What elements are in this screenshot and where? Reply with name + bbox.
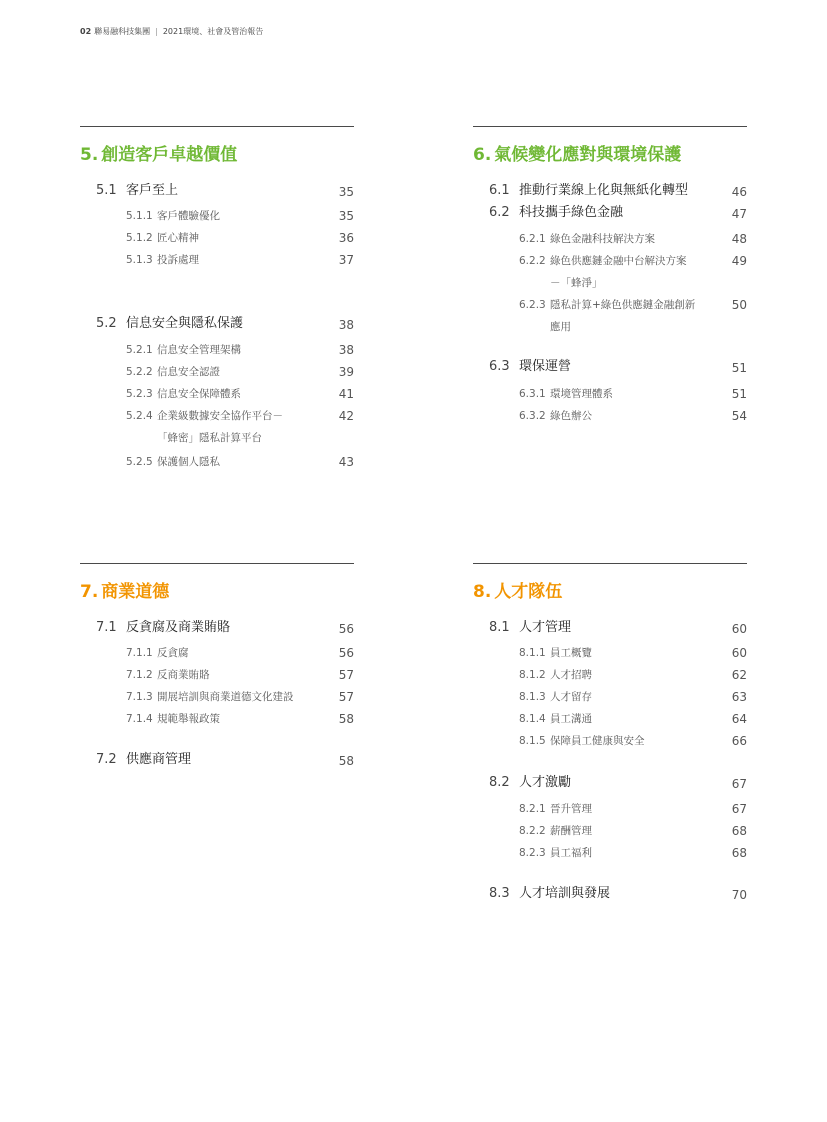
- entry-page-number: 42: [338, 409, 354, 423]
- entry-page-number: 37: [338, 253, 354, 267]
- entry-number: 6.1: [489, 183, 510, 198]
- toc-entry-level-2[interactable]: [80, 252, 354, 268]
- entry-title: 人才留存: [550, 691, 592, 703]
- entry-title: 人才激勵: [519, 775, 572, 790]
- toc-entry-level-2[interactable]: [80, 645, 354, 661]
- entry-number: 8.2: [489, 775, 510, 790]
- section-title-text: 商業道德: [101, 582, 170, 602]
- entry-title: 環境管理體系: [550, 388, 613, 400]
- toc-entry-level-1[interactable]: [80, 619, 354, 637]
- entry-number: 5.2.3: [126, 388, 153, 400]
- entry-title: 反貪腐: [157, 647, 189, 659]
- toc-entry-level-2[interactable]: [473, 733, 747, 749]
- entry-number: 5.2: [96, 316, 117, 331]
- section-title: [473, 143, 747, 167]
- entry-page-number: 66: [731, 734, 747, 748]
- entry-title: 人才培訓與發展: [519, 886, 611, 901]
- entry-title-continuation: －「蜂淨」: [550, 277, 603, 289]
- toc-entry-level-2[interactable]: [80, 342, 354, 358]
- toc-entry-level-2[interactable]: [80, 689, 354, 705]
- entry-page-number: 58: [338, 754, 354, 768]
- entry-number: 5.1.1: [126, 210, 153, 222]
- entry-page-number: 57: [338, 690, 354, 704]
- section-number: 7.: [80, 582, 99, 602]
- toc-entry-level-1[interactable]: [80, 751, 354, 769]
- entry-number: 8.1.5: [519, 735, 546, 747]
- section-rule: [473, 563, 747, 564]
- entry-number: 7.1: [96, 620, 117, 635]
- toc-entry-level-2[interactable]: [80, 454, 354, 470]
- entry-number: 5.1: [96, 183, 117, 198]
- entry-number: 8.2.2: [519, 825, 546, 837]
- entry-title-continuation: 應用: [550, 321, 571, 333]
- section-rule: [80, 126, 354, 127]
- entry-page-number: 56: [338, 622, 354, 636]
- entry-number: 6.3.1: [519, 388, 546, 400]
- entry-page-number: 58: [338, 712, 354, 726]
- entry-title: 綠色辦公: [550, 410, 592, 422]
- toc-entry-level-2[interactable]: [473, 386, 747, 402]
- toc-entry-level-1[interactable]: [473, 204, 747, 222]
- entry-title: 員工概覽: [550, 647, 592, 659]
- entry-page-number: 35: [338, 209, 354, 223]
- entry-title: 信息安全管理架構: [157, 344, 241, 356]
- header-page-number: 02: [80, 27, 92, 36]
- toc-entry-level-2[interactable]: [473, 253, 747, 289]
- entry-number: 6.2: [489, 205, 510, 220]
- entry-number: 5.1.2: [126, 232, 153, 244]
- entry-page-number: 50: [731, 298, 747, 312]
- entry-title: 員工溝通: [550, 713, 592, 725]
- entry-number: 8.1.4: [519, 713, 546, 725]
- entry-title: 客戶至上: [126, 183, 179, 198]
- toc-entry-level-2[interactable]: [473, 408, 747, 424]
- entry-page-number: 49: [731, 254, 747, 268]
- entry-title: 反貪腐及商業賄賂: [126, 620, 231, 635]
- toc-section-5: [80, 126, 354, 469]
- toc-entry-level-2[interactable]: [80, 667, 354, 683]
- toc-entry-level-1[interactable]: [473, 885, 747, 903]
- entry-number: 5.2.5: [126, 456, 153, 468]
- entry-title: 規範舉報政策: [157, 713, 220, 725]
- toc-entry-level-1[interactable]: [473, 358, 747, 376]
- section-title: [80, 143, 354, 167]
- entry-page-number: 35: [338, 185, 354, 199]
- toc-entry-level-2[interactable]: [473, 231, 747, 247]
- entry-title: 綠色金融科技解決方案: [550, 233, 655, 245]
- toc-entry-level-1[interactable]: [473, 619, 747, 637]
- entry-page-number: 67: [731, 802, 747, 816]
- section-number: 8.: [473, 582, 492, 602]
- entry-title: 匠心精神: [157, 232, 199, 244]
- entry-number: 8.1.3: [519, 691, 546, 703]
- entry-title: 環保運營: [519, 359, 572, 374]
- entry-number: 7.1.1: [126, 647, 153, 659]
- toc-entry-level-2[interactable]: [473, 711, 747, 727]
- entry-page-number: 63: [731, 690, 747, 704]
- entry-page-number: 48: [731, 232, 747, 246]
- entry-page-number: 46: [731, 185, 747, 199]
- entry-title: 信息安全認證: [157, 366, 220, 378]
- entry-number: 5.1.3: [126, 254, 153, 266]
- entry-page-number: 60: [731, 622, 747, 636]
- section-rule: [80, 563, 354, 564]
- toc-entry-level-2[interactable]: [473, 689, 747, 705]
- entry-title: 隱私計算+綠色供應鏈金融創新: [550, 299, 696, 311]
- entry-page-number: 38: [338, 343, 354, 357]
- section-rule: [473, 126, 747, 127]
- entry-page-number: 68: [731, 846, 747, 860]
- entry-title: 客戶體驗優化: [157, 210, 220, 222]
- entry-page-number: 36: [338, 231, 354, 245]
- entry-number: 8.2.3: [519, 847, 546, 859]
- toc-entry-level-2[interactable]: [80, 230, 354, 246]
- entry-page-number: 64: [731, 712, 747, 726]
- entry-page-number: 60: [731, 646, 747, 660]
- entry-number: 5.2.4: [126, 410, 153, 422]
- toc-entry-level-2[interactable]: [80, 408, 354, 444]
- entry-number: 7.1.3: [126, 691, 153, 703]
- entry-number: 6.2.1: [519, 233, 546, 245]
- entry-page-number: 43: [338, 455, 354, 469]
- entry-number: 5.2.2: [126, 366, 153, 378]
- entry-title: 保障員工健康與安全: [550, 735, 645, 747]
- entry-title: 人才招聘: [550, 669, 592, 681]
- entry-title: 企業級數據安全協作平台－: [157, 410, 283, 422]
- section-title: [80, 580, 354, 604]
- section-title-text: 創造客戶卓越價值: [101, 145, 238, 165]
- entry-title: 反商業賄賂: [157, 669, 210, 681]
- entry-title: 供應商管理: [126, 752, 192, 767]
- section-number: 5.: [80, 145, 99, 165]
- entry-number: 7.1.2: [126, 669, 153, 681]
- toc-entry-level-2[interactable]: [473, 645, 747, 661]
- section-title-text: 人才隊伍: [494, 582, 563, 602]
- entry-title: 科技攜手綠色金融: [519, 205, 624, 220]
- entry-page-number: 38: [338, 318, 354, 332]
- entry-title: 薪酬管理: [550, 825, 592, 837]
- section-title: [473, 580, 747, 604]
- entry-page-number: 67: [731, 777, 747, 791]
- entry-page-number: 39: [338, 365, 354, 379]
- entry-title: 推動行業線上化與無紙化轉型: [519, 183, 689, 198]
- toc-section-8: [473, 563, 747, 902]
- entry-title: 開展培訓與商業道德文化建設: [157, 691, 294, 703]
- entry-page-number: 57: [338, 668, 354, 682]
- entry-number: 7.1.4: [126, 713, 153, 725]
- entry-title-continuation: 「蜂密」隱私計算平台: [157, 432, 262, 444]
- toc-entry-level-2[interactable]: [80, 364, 354, 380]
- toc-entry-level-2[interactable]: [80, 208, 354, 224]
- header-report-title: 2021環境、社會及管治報告: [162, 27, 264, 36]
- entry-number: 7.2: [96, 752, 117, 767]
- entry-page-number: 51: [731, 361, 747, 375]
- entry-title: 員工福利: [550, 847, 592, 859]
- entry-title: 信息安全與隱私保護: [126, 316, 244, 331]
- entry-page-number: 68: [731, 824, 747, 838]
- entry-title: 保護個人隱私: [157, 456, 220, 468]
- entry-number: 8.1.1: [519, 647, 546, 659]
- entry-number: 8.2.1: [519, 803, 546, 815]
- entry-title: 晉升管理: [550, 803, 592, 815]
- entry-page-number: 41: [338, 387, 354, 401]
- entry-number: 5.2.1: [126, 344, 153, 356]
- entry-number: 6.3: [489, 359, 510, 374]
- header-separator: |: [155, 27, 158, 36]
- entry-title: 綠色供應鏈金融中台解決方案: [550, 255, 687, 267]
- toc-entry-level-2[interactable]: [473, 801, 747, 817]
- toc-section-7: [80, 563, 354, 768]
- toc-entry-level-1[interactable]: [473, 774, 747, 792]
- entry-number: 8.1: [489, 620, 510, 635]
- entry-page-number: 70: [731, 888, 747, 902]
- header-company: 聯易融科技集團: [94, 27, 151, 36]
- section-number: 6.: [473, 145, 492, 165]
- entry-title: 信息安全保障體系: [157, 388, 241, 400]
- toc-entry-level-2[interactable]: [473, 845, 747, 861]
- toc-entry-level-1[interactable]: [80, 315, 354, 333]
- toc-entry-level-2[interactable]: [473, 667, 747, 683]
- toc-entry-level-1[interactable]: [80, 182, 354, 200]
- toc-entry-level-2[interactable]: [473, 823, 747, 839]
- entry-page-number: 54: [731, 409, 747, 423]
- running-header: [80, 26, 263, 37]
- entry-number: 6.2.2: [519, 255, 546, 267]
- entry-title: 投訴處理: [157, 254, 199, 266]
- entry-number: 8.1.2: [519, 669, 546, 681]
- entry-page-number: 47: [731, 207, 747, 221]
- entry-title: 人才管理: [519, 620, 572, 635]
- toc-entry-level-1[interactable]: [473, 182, 747, 200]
- section-title-text: 氣候變化應對與環境保護: [494, 145, 682, 165]
- toc-entry-level-2[interactable]: [80, 386, 354, 402]
- entry-page-number: 62: [731, 668, 747, 682]
- toc-entry-level-2[interactable]: [473, 297, 747, 333]
- entry-number: 6.3.2: [519, 410, 546, 422]
- toc-section-6: [473, 126, 747, 423]
- entry-page-number: 56: [338, 646, 354, 660]
- entry-number: 6.2.3: [519, 299, 546, 311]
- entry-number: 8.3: [489, 886, 510, 901]
- toc-entry-level-2[interactable]: [80, 711, 354, 727]
- entry-page-number: 51: [731, 387, 747, 401]
